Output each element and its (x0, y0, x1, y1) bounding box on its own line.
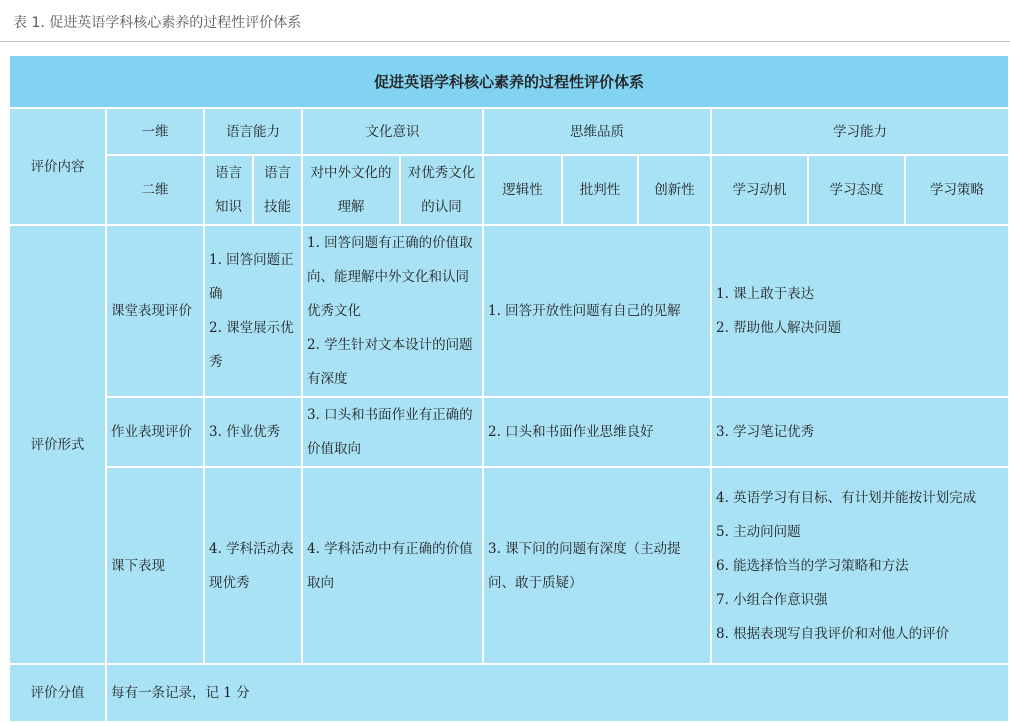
list-item: 1. 回答开放性问题有自己的见解 (488, 303, 681, 319)
sub-critical: 批判性 (562, 155, 638, 225)
dimension-row-2 (9, 155, 1009, 225)
evaluation-table (8, 54, 1010, 723)
sub-culture-identity: 对优秀文化的认同 (400, 155, 483, 225)
row-header-score: 评价分值 (9, 664, 106, 722)
cell-classroom-learning (711, 225, 1009, 397)
list-item: 4. 学科活动中有正确的价值取向 (307, 540, 473, 591)
list-item: 3. 作业优秀 (209, 424, 281, 440)
cell-homework-learning (711, 397, 1009, 467)
dimension-row-1 (9, 108, 1009, 155)
cell-classroom-thinking (483, 225, 711, 397)
dim-cultural-awareness: 文化意识 (302, 108, 483, 155)
cell-after-class-learning (711, 467, 1009, 664)
sub-motivation: 学习动机 (711, 155, 808, 225)
dim-language-ability: 语言能力 (204, 108, 302, 155)
list-item: 3. 课下问的问题有深度（主动提问、敢于质疑） (488, 540, 681, 591)
sub-creative: 创新性 (638, 155, 711, 225)
cell-homework-thinking (483, 397, 711, 467)
score-row (9, 664, 1009, 722)
cell-homework-culture (302, 397, 483, 467)
list-item: 1. 回答问题有正确的价值取向、能理解中外文化和认同优秀文化 (307, 235, 473, 319)
list-item: 4. 英语学习有目标、有计划并能按计划完成 (716, 489, 977, 506)
table-caption: 表 1. 促进英语学科核心素养的过程性评价体系 (13, 15, 302, 31)
list-item: 5. 主动问问题 (716, 523, 801, 540)
list-item: 8. 根据表现写自我评价和对他人的评价 (716, 625, 950, 642)
cell-after-class-culture (302, 467, 483, 664)
form-label-classroom: 课堂表现评价 (106, 225, 204, 397)
list-item: 1. 回答问题正确 (209, 252, 294, 302)
dim-learning-ability: 学习能力 (711, 108, 1009, 155)
sub-language-skills: 语言技能 (253, 155, 302, 225)
list-item: 4. 学科活动表现优秀 (209, 540, 294, 591)
form-row-classroom (9, 225, 1009, 397)
list-item: 2. 口头和书面作业思维良好 (488, 424, 654, 440)
sub-attitude: 学习态度 (808, 155, 905, 225)
cell-homework-language (204, 397, 302, 467)
form-label-homework: 作业表现评价 (106, 397, 204, 467)
table-title: 促进英语学科核心素养的过程性评价体系 (9, 55, 1009, 108)
score-text: 每有一条记录，记 1 分 (106, 664, 1009, 722)
list-item: 2. 帮助他人解决问题 (716, 320, 842, 336)
cell-after-class-thinking (483, 467, 711, 664)
row-header-content: 评价内容 (9, 108, 106, 225)
cell-classroom-language (204, 225, 302, 397)
caption-divider (0, 41, 1010, 42)
sub-strategy: 学习策略 (905, 155, 1009, 225)
row-header-form: 评价形式 (9, 225, 106, 664)
list-item: 3. 学习笔记优秀 (716, 424, 815, 440)
list-item: 6. 能选择恰当的学习策略和方法 (716, 557, 909, 574)
form-row-homework (9, 397, 1009, 467)
cell-classroom-culture (302, 225, 483, 397)
form-label-after-class: 课下表现 (106, 467, 204, 664)
cell-after-class-language (204, 467, 302, 664)
dim-label-first: 一维 (106, 108, 204, 155)
sub-logic: 逻辑性 (483, 155, 562, 225)
list-item: 3. 口头和书面作业有正确的价值取向 (307, 407, 473, 457)
title-row (9, 55, 1009, 108)
list-item: 2. 学生针对文本设计的问题有深度 (307, 337, 473, 387)
list-item: 1. 课上敢于表达 (716, 286, 815, 302)
sub-culture-understanding: 对中外文化的理解 (302, 155, 400, 225)
list-item: 7. 小组合作意识强 (716, 591, 828, 608)
form-row-after-class (9, 467, 1009, 664)
dim-label-second: 二维 (106, 155, 204, 225)
dim-thinking-quality: 思维品质 (483, 108, 711, 155)
sub-language-knowledge: 语言知识 (204, 155, 253, 225)
list-item: 2. 课堂展示优秀 (209, 320, 294, 370)
